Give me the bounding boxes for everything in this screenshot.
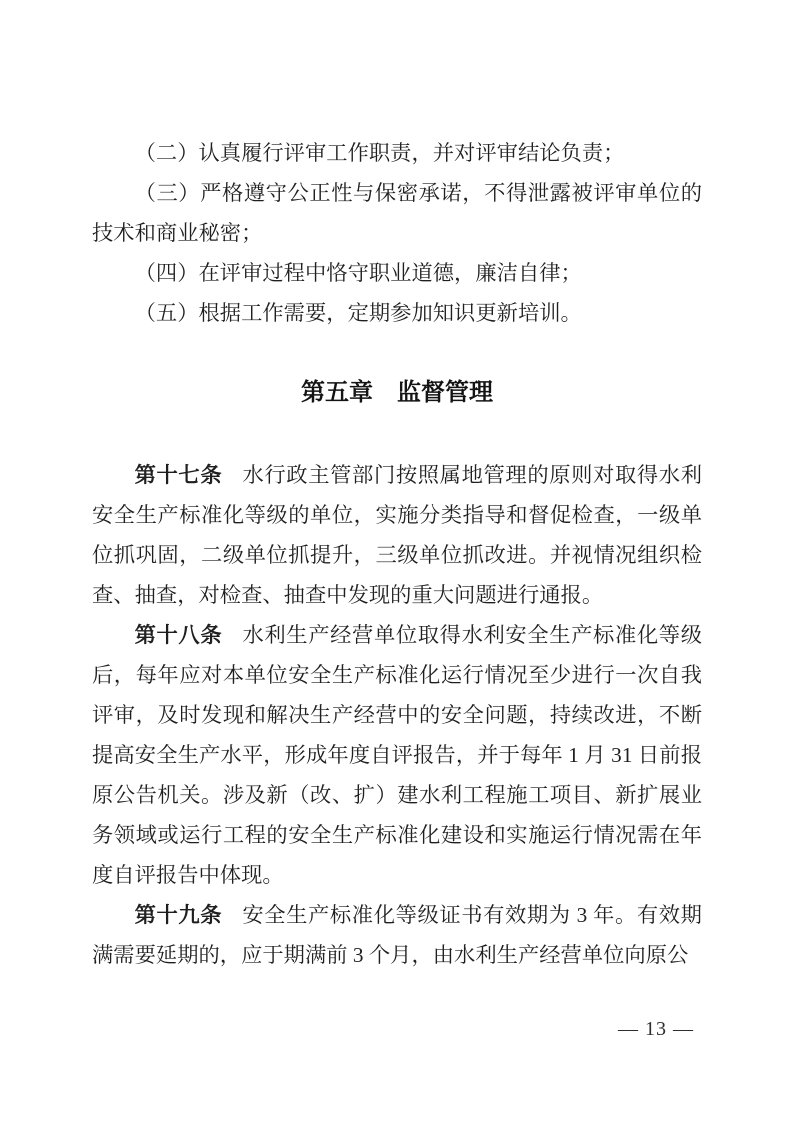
article-19-label: 第十九条 xyxy=(134,903,223,927)
clause-item-3: （三）严格遵守公正性与保密承诺，不得泄露被评审单位的技术和商业秘密； xyxy=(92,181,702,245)
page-number: — 13 — xyxy=(618,1018,694,1040)
chapter-heading: 第五章 监督管理 xyxy=(301,379,493,406)
article-17-text: 水行政主管部门按照属地管理的原则对取得水利安全生产标准化等级的单位，实施分类指导和督促检查，一级单位抓巩固，二级单位抓提升，三级单位抓改进。并视情况组织检查、抽查，对检查、抽查中发现的重大问题进行通报。 xyxy=(92,463,702,607)
clause-item-4: （四）在评审过程中恪守职业道德，廉洁自律； xyxy=(134,261,582,285)
article-17-label: 第十七条 xyxy=(134,463,223,487)
article-17 xyxy=(92,455,702,615)
article-19-text: 安全生产标准化等级证书有效期为 3 年。有效期满需要延期的，应于期满前 3 个月，由水利生产经营单位向原公 xyxy=(92,903,702,967)
article-18-text: 水利生产经营单位取得水利安全生产标准化等级后，每年应对本单位安全生产标准化运行情况至少进行一次自我评审，及时发现和解决生产经营中的安全问题，持续改进，不断提高安全生产水平，形成年度自评报告，并于每年 1 月 31 日前报原公告机关。涉及新（改、扩）建水利工程施工项目、新扩展业务领域或运行工程的安全生产标准化建设和实施运行情况需在年度自评报告中体现。 xyxy=(92,623,702,887)
article-18 xyxy=(92,615,702,895)
page-content xyxy=(92,133,702,975)
article-19 xyxy=(92,895,702,975)
clause-item-2: （二）认真履行评审工作职责，并对评审结论负责； xyxy=(134,141,625,165)
article-18-label: 第十八条 xyxy=(134,623,223,647)
clause-item-5: （五）根据工作需要，定期参加知识更新培训。 xyxy=(134,301,582,325)
